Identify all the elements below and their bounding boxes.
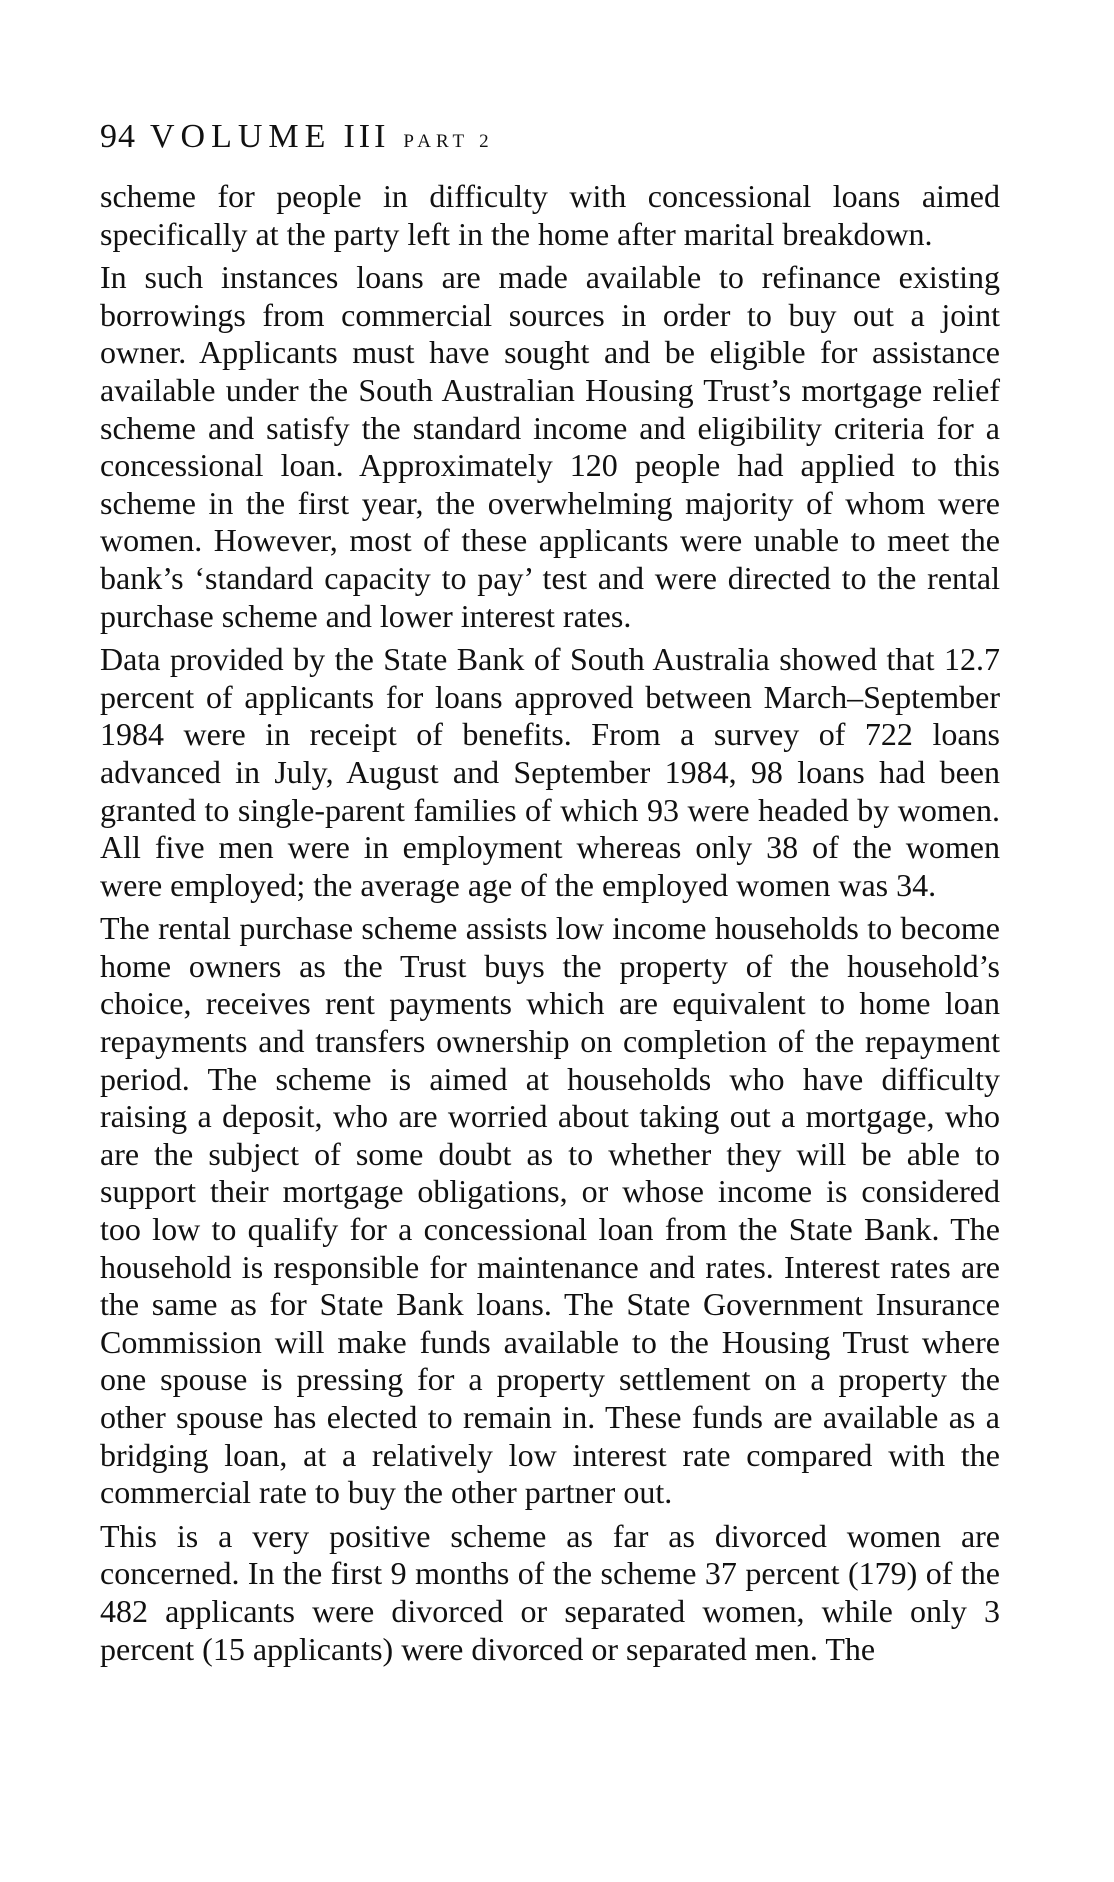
paragraph-state-bank-data: Data provided by the State Bank of South Australia showed that 12.7 percent of applicants for loans approved between March–September 1984 were in receipt of benefits. From a survey of 722 loans advanced in July, August and September 1984, 98 loans had been granted to single-parent families of which 93 were headed by women. All five men were in employment whereas only 38 of the women were employed; the average age of the employed women was 34. — [100, 641, 1000, 903]
page-number: 94 — [100, 118, 136, 155]
paragraph-rental-purchase-scheme: The rental purchase scheme assists low income households to become home owners as the Trust buys the property of the household’s choice, receives rent payments which are equivalent to home loan repayments and transfers ownership on completion of the repayment period. The scheme is aimed at households who have difficulty raising a deposit, who are worried about taking out a mortgage, who are the subject of some doubt as to whether they will be able to support their mortgage obligations, or whose income is considered too low to qualify for a concessional loan from the State Bank. The household is responsible for maintenance and rates. Interest rates are the same as for State Bank loans. The State Government Insurance Commission will make funds available to the Housing Trust where one spouse is pressing for a property settlement on a property the other spouse has elected to remain in. These funds are available as a bridging loan, at a relatively low interest rate compared with the commercial rate to buy the other partner out. — [100, 910, 1000, 1511]
paragraph-continued: scheme for people in difficulty with concessional loans aimed specifically at the party left in the home after marital breakdown. — [100, 178, 1000, 252]
paragraph-divorced-women: This is a very positive scheme as far as divorced women are concerned. In the first 9 months of the scheme 37 percent (179) of the 482 applicants were divorced or separated women, while only 3 percent (15 applicants) were divorced or separated men. The — [100, 1517, 1000, 1667]
paragraph-refinance-loans: In such instances loans are made available to refinance existing borrowings from commercial sources in order to buy out a joint owner. Applicants must have sought and be eligible for assistance available under the South Australian Housing Trust’s mortgage relief scheme and satisfy the standard income and eligibility criteria for a concessional loan. Approximately 120 people had applied to this scheme in the first year, the overwhelming majority of whom were women. However, most of these applicants were unable to meet the bank’s ‘standard capacity to pay’ test and were directed to the rental purchase scheme and lower interest rates. — [100, 259, 1000, 634]
running-head — [100, 118, 492, 156]
volume-numeral: III — [343, 118, 390, 155]
body-text — [100, 178, 1000, 1674]
part-label: PART — [403, 131, 470, 152]
part-number: 2 — [479, 131, 492, 152]
volume-label: VOLUME — [150, 118, 332, 155]
